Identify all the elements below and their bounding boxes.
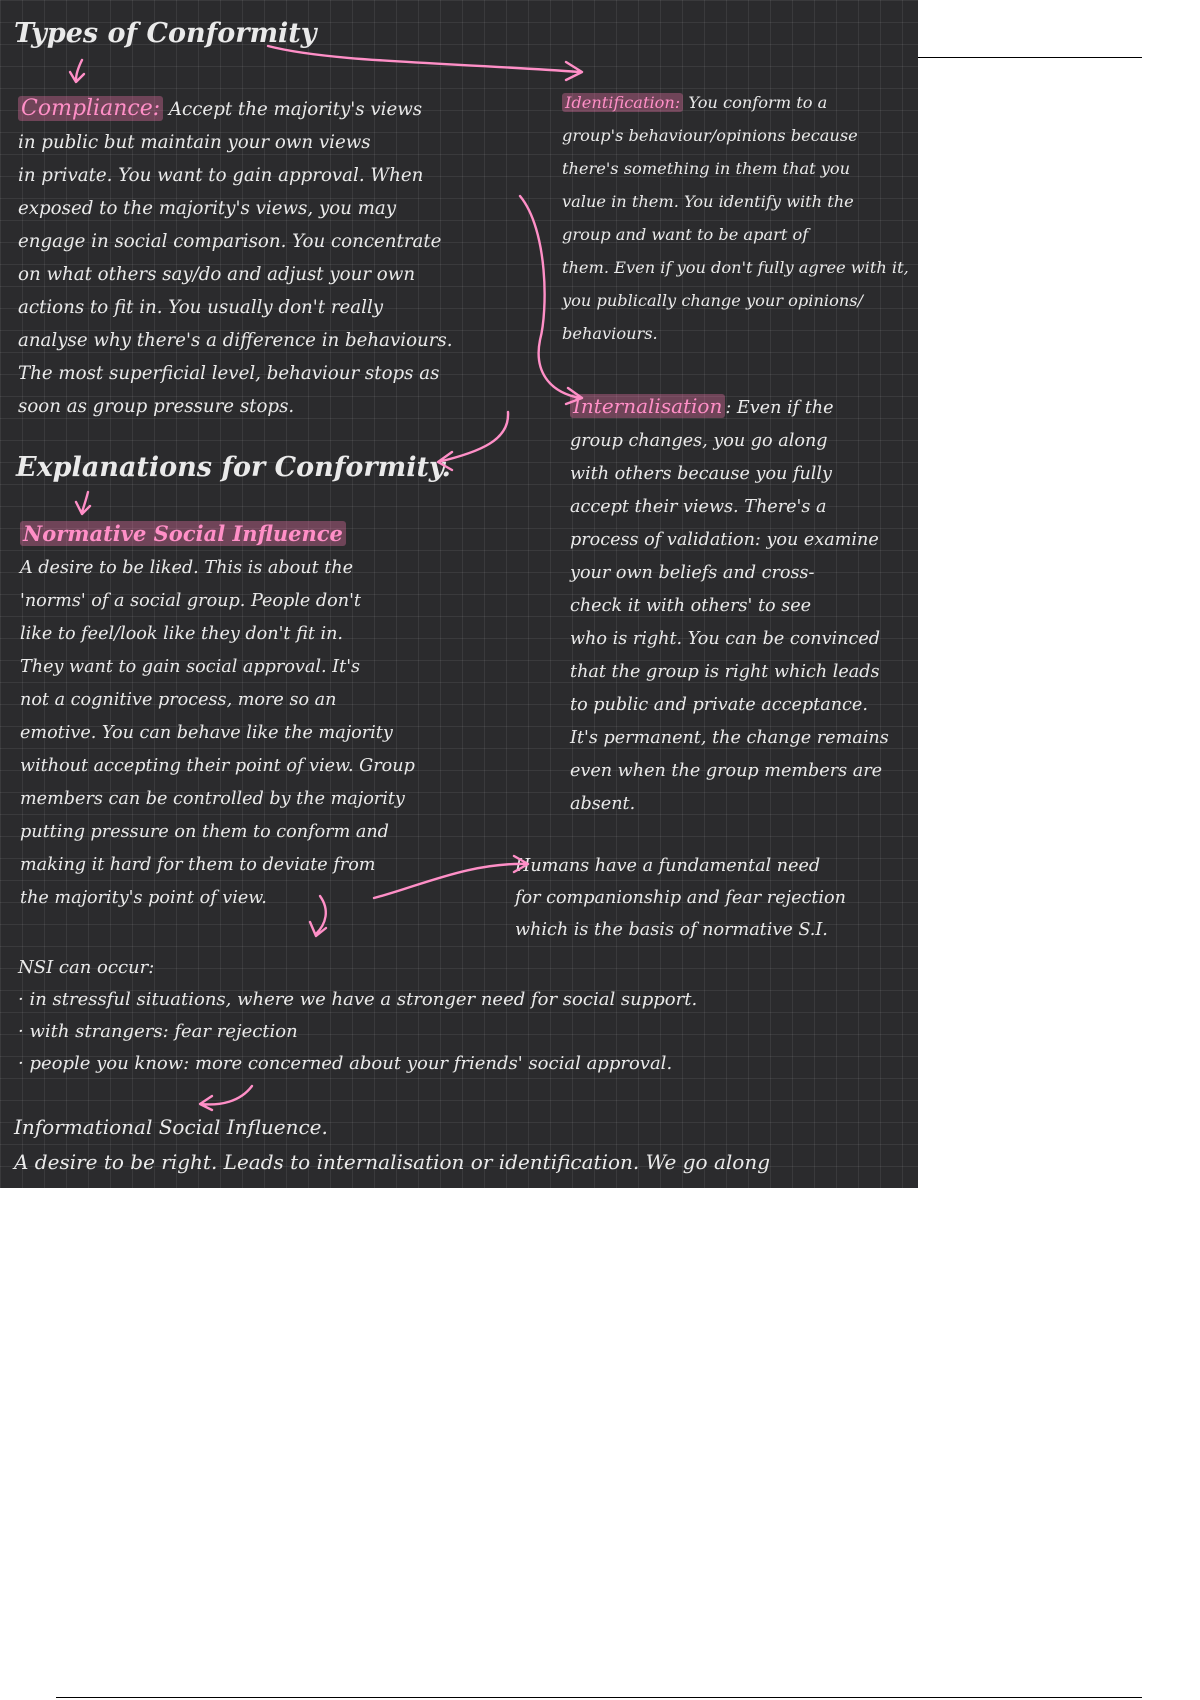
compliance-line: on what others say/do and adjust your own <box>18 264 416 285</box>
internalisation-line: process of validation: you examine <box>570 530 879 550</box>
arrow-to-informational <box>200 1086 252 1110</box>
internalisation-line: your own beliefs and cross- <box>570 563 815 583</box>
top-rule <box>918 57 1142 58</box>
nsi-bullet: · with strangers: fear rejection <box>18 1021 298 1042</box>
normative-line: They want to gain social approval. It's <box>20 657 361 677</box>
internalisation-line: who is right. You can be convinced <box>570 629 881 649</box>
identification-line: them. Even if you don't fully agree with it, <box>562 258 909 277</box>
internalisation-line: accept their views. There's a <box>570 497 827 517</box>
arrow-title-to-identification <box>268 46 582 80</box>
internalisation-line: with others because you fully <box>570 464 832 484</box>
internalisation-line: even when the group members are <box>570 761 883 781</box>
compliance-term: Compliance: <box>18 96 163 121</box>
normative-line: members can be controlled by the majority <box>20 789 405 809</box>
normative-line: without accepting their point of view. Group <box>20 756 415 776</box>
explanations-heading: Explanations for Conformity. <box>16 452 451 483</box>
arrow-to-internalisation <box>520 196 582 404</box>
internalisation-line: that the group is right which leads <box>570 662 880 682</box>
internalisation-line: It's permanent, the change remains <box>570 728 889 748</box>
arrow-down-to-nsi <box>310 896 326 936</box>
internalisation-line: to public and private acceptance. <box>570 695 868 715</box>
arrow-title-to-compliance <box>70 60 84 82</box>
identification-term: Identification: <box>562 93 683 112</box>
normative-line: 'norms' of a social group. People don't <box>20 591 361 611</box>
normative-social-influence-term: Normative Social Influence <box>20 521 346 546</box>
compliance-line: in private. You want to gain approval. When <box>18 165 424 186</box>
identification-line: you publically change your opinions/ <box>562 291 864 310</box>
internalisation-line: absent. <box>570 794 636 814</box>
title-types-of-conformity: Types of Conformity <box>14 18 317 49</box>
nsi-bullet: · in stressful situations, where we have a stronger need for social support. <box>18 989 698 1010</box>
informational-line: A desire to be right. Leads to internalisation or identification. We go along <box>14 1150 770 1174</box>
compliance-line: analyse why there's a difference in behaviours. <box>18 330 453 351</box>
identification-line: there's something in them that you <box>562 159 851 178</box>
arrow-explanations-to-nsi <box>76 492 90 514</box>
internalisation-term: Internalisation <box>570 394 725 418</box>
identification-line: Identification: You conform to a <box>562 86 909 119</box>
compliance-line: Compliance: Accept the majority's views <box>18 92 453 126</box>
normative-line: A desire to be liked. This is about the <box>20 558 354 578</box>
compliance-line: soon as group pressure stops. <box>18 396 295 417</box>
normative-line: like to feel/look like they don't fit in. <box>20 624 344 644</box>
normative-line: making it hard for them to deviate from <box>20 855 376 875</box>
bottom-rule <box>56 1697 1142 1698</box>
humans-line: which is the basis of normative S.I. <box>515 920 828 940</box>
compliance-line: The most superficial level, behaviour stops as <box>18 363 440 384</box>
arrow-to-humans <box>374 856 528 898</box>
identification-line: group and want to be apart of <box>562 225 809 244</box>
internalisation-line: Internalisation : Even if the <box>570 390 889 425</box>
normative-line: the majority's point of view. <box>20 888 267 908</box>
identification-line: value in them. You identify with the <box>562 192 854 211</box>
normative-line: putting pressure on them to conform and <box>20 822 389 842</box>
humans-line: Humans have a fundamental need <box>515 856 821 876</box>
arrow-to-explanations <box>438 412 508 470</box>
internalisation-line: group changes, you go along <box>570 431 828 451</box>
compliance-line: exposed to the majority's views, you may <box>18 198 397 219</box>
nsi-bullet: · people you know: more concerned about your friends' social approval. <box>18 1053 673 1074</box>
compliance-line: actions to fit in. You usually don't really <box>18 297 384 318</box>
compliance-line: in public but maintain your own views <box>18 132 371 153</box>
compliance-line: engage in social comparison. You concentrate <box>18 231 442 252</box>
normative-line: emotive. You can behave like the majority <box>20 723 393 743</box>
nsi-heading: NSI can occur: <box>18 957 155 978</box>
informational-social-influence-term: Informational Social Influence. <box>14 1115 328 1139</box>
identification-line: group's behaviour/opinions because <box>562 126 858 145</box>
humans-line: for companionship and fear rejection <box>515 888 846 908</box>
normative-line: not a cognitive process, more so an <box>20 690 337 710</box>
internalisation-line: check it with others' to see <box>570 596 812 616</box>
identification-line: behaviours. <box>562 324 658 343</box>
